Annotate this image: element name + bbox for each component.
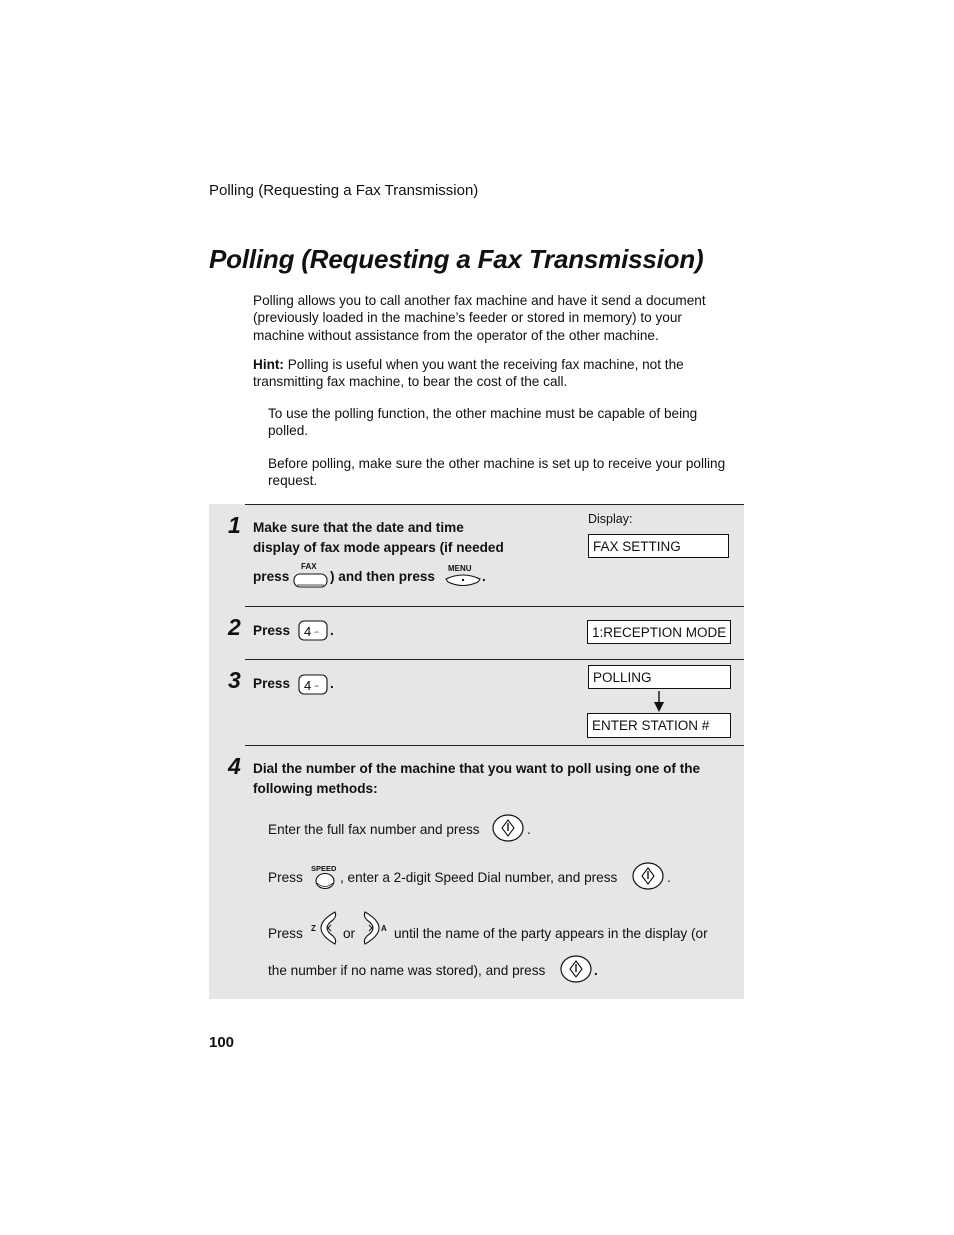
key-digit: 4 <box>304 624 312 639</box>
method-1-period: . <box>527 822 531 837</box>
divider <box>245 606 744 607</box>
step-1-line1: Make sure that the date and time <box>253 520 464 535</box>
lcd-display: FAX SETTING <box>588 534 729 558</box>
hint-label: Hint: <box>253 357 284 372</box>
z-key-label: Z <box>311 924 316 933</box>
method-3-line2: the number if no name was stored), and press <box>268 963 546 978</box>
step-number: 2 <box>228 614 241 640</box>
steps-panel <box>209 504 744 999</box>
fax-key-label: FAX <box>301 562 317 571</box>
lcd-display: POLLING <box>588 665 731 689</box>
step-number: 4 <box>228 753 241 779</box>
speed-key-label: SPEED <box>311 864 337 873</box>
page-number: 100 <box>209 1034 235 1051</box>
a-key-label: A <box>381 924 387 933</box>
down-arrow-icon <box>653 691 665 713</box>
right-arrow-key-icon <box>361 910 383 948</box>
running-head: Polling (Requesting a Fax Transmission) <box>209 182 479 199</box>
divider <box>245 504 744 505</box>
method-3-text: until the name of the party appears in the display (or <box>394 926 708 941</box>
step-2-period: . <box>330 623 334 638</box>
divider <box>245 745 744 746</box>
note-paragraph: Before polling, make sure the other machine is set up to receive your polling request. <box>268 456 726 489</box>
start-button-icon <box>492 814 526 844</box>
fax-key-icon <box>293 573 329 589</box>
number-4-key-icon <box>298 674 330 696</box>
key-digit: 4 <box>304 678 312 693</box>
hint-text: Polling is useful when you want the receiving fax machine, not the transmitting fax machine, to bear the cost of the call. <box>253 357 684 390</box>
step-1-press: press <box>253 569 290 584</box>
step-2-press: Press <box>253 623 291 638</box>
method-3-period: . <box>594 963 598 978</box>
step-number: 1 <box>228 512 241 538</box>
number-4-key-icon <box>298 620 330 642</box>
start-button-icon <box>632 862 666 892</box>
svg-text:⇔: ⇔ <box>313 629 320 636</box>
step-number: 3 <box>228 667 241 693</box>
note-paragraph: To use the polling function, the other machine must be capable of being polled. <box>268 406 698 439</box>
method-2-text: , enter a 2-digit Speed Dial number, and press <box>340 870 618 885</box>
intro-paragraph: Polling allows you to call another fax machine and have it send a document (previously loaded in the machine’s feeder or stored in memory) to your machine without assistance from the operator of the other machine. <box>253 293 706 343</box>
hint-paragraph <box>253 356 733 391</box>
menu-key-label: MENU <box>448 564 472 573</box>
step-3-period: . <box>330 676 334 691</box>
step-4-line2: following methods: <box>253 781 378 796</box>
step-1-period: . <box>482 569 486 584</box>
divider <box>245 659 744 660</box>
method-2-press: Press <box>268 870 303 885</box>
method-2-period: . <box>667 870 671 885</box>
display-label: Display: <box>588 512 633 526</box>
start-button-icon <box>560 955 594 985</box>
lcd-display: 1:RECEPTION MODE <box>587 620 731 644</box>
method-1-text: Enter the full fax number and press <box>268 822 480 837</box>
step-3-press: Press <box>253 676 291 691</box>
svg-text:⇔: ⇔ <box>313 683 320 690</box>
speed-key-icon <box>315 873 337 891</box>
lcd-display: ENTER STATION # <box>587 713 731 738</box>
method-3-press: Press <box>268 926 303 941</box>
step-1-and-then: ) and then press <box>330 569 435 584</box>
method-3-or: or <box>343 926 356 941</box>
page-title: Polling (Requesting a Fax Transmission) <box>209 244 704 274</box>
step-1-line2: display of fax mode appears (if needed <box>253 540 504 555</box>
step-4-line1: Dial the number of the machine that you want to poll using one of the <box>253 761 701 776</box>
left-arrow-key-icon <box>317 910 339 948</box>
menu-key-icon <box>444 573 484 589</box>
